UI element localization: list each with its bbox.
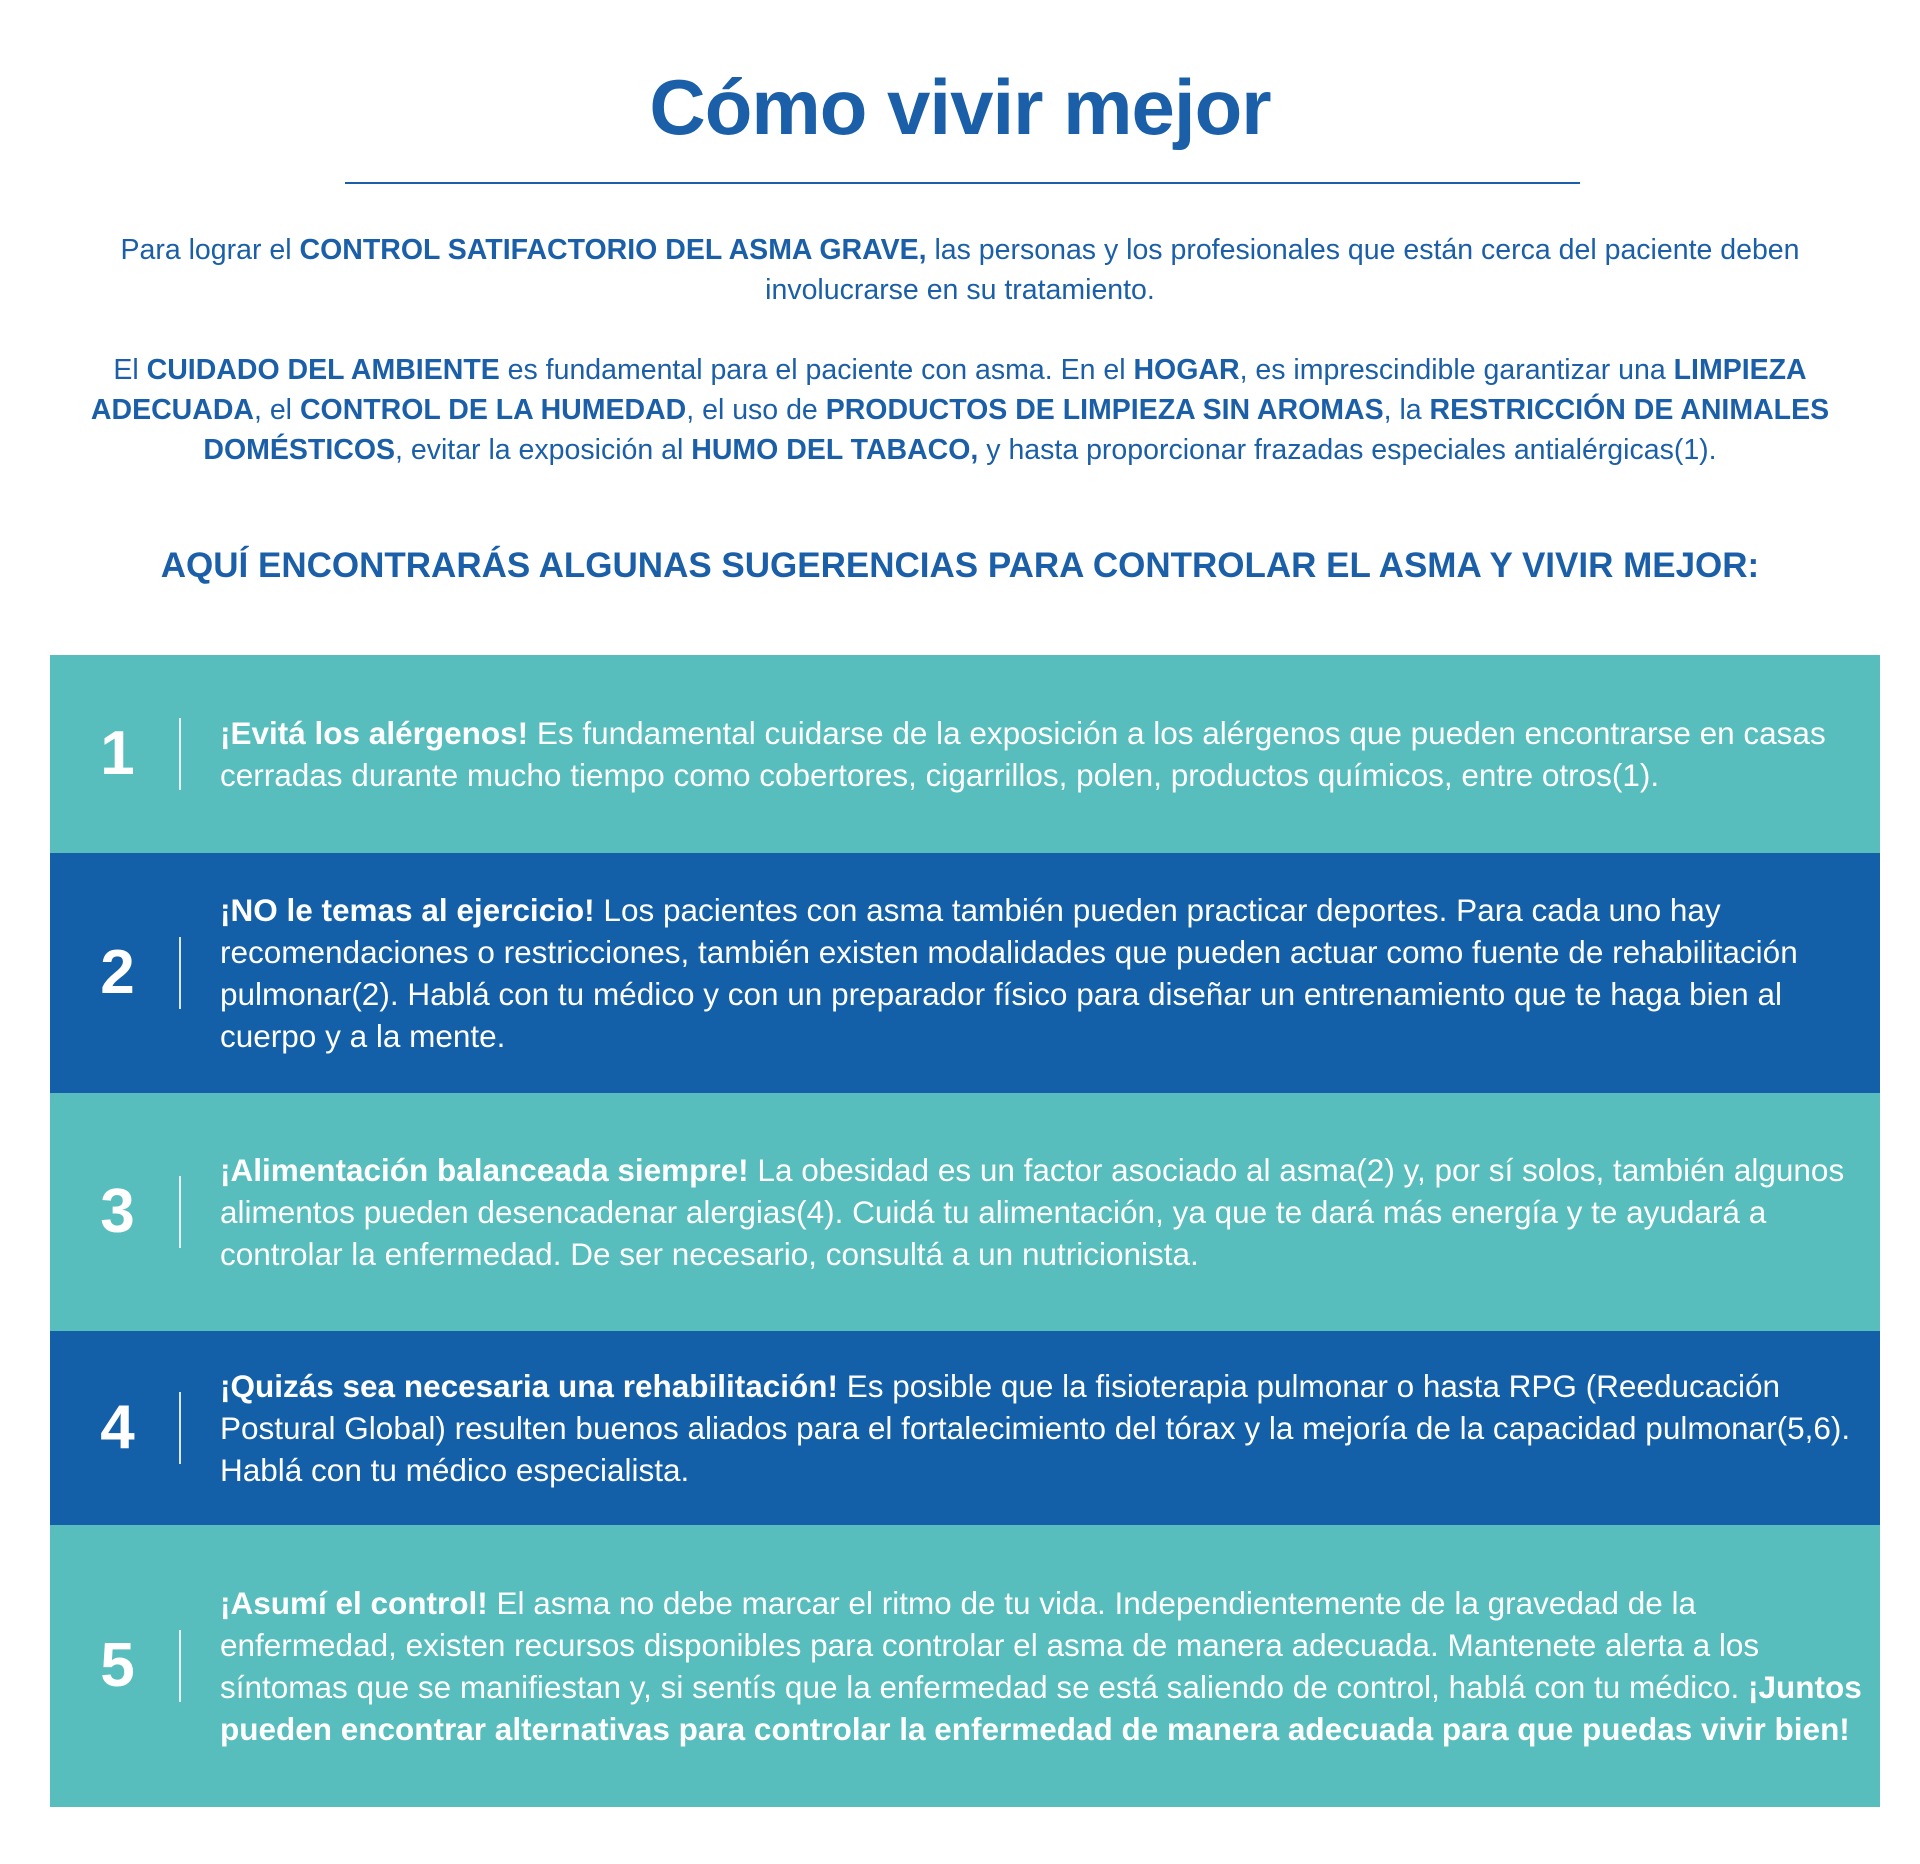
tip-number: 1: [100, 719, 135, 788]
tip-body: Es fundamental cuidarse de la exposición a los alérgenos que pueden encontrarse en casas cerradas durante mucho tiempo como cobertores, cigarrillos, polen, productos químicos, entre otros(1).: [220, 715, 1826, 793]
tip-body: Es posible que la fisioterapia pulmonar o hasta RPG (Reeducación Postural Global) resulten buenos aliados para el fortalecimiento del tórax y la mejoría de la capacidad pulmonar(5,6). Hablá con tu médico especialista.: [220, 1368, 1851, 1488]
tip-item-4: [50, 1331, 1880, 1525]
intro-paragraph-2: [90, 350, 1830, 470]
intro-emphasis: CONTROL SATIFACTORIO DEL ASMA GRAVE,: [299, 234, 927, 266]
intro-text: , es imprescindible garantizar una: [1239, 354, 1674, 386]
intro-emphasis: PRODUCTOS DE LIMPIEZA SIN AROMAS: [825, 394, 1384, 426]
intro-text: El: [113, 354, 147, 386]
page-title: Cómo vivir mejor: [649, 63, 1271, 151]
intro-text: , la: [1383, 394, 1430, 426]
intro-text: las personas y los profesionales que están cerca del paciente deben involucrarse en su tratamiento.: [765, 234, 1800, 306]
tip-divider: [179, 718, 181, 790]
tip-number: 3: [100, 1177, 135, 1246]
intro-text: Para lograr el: [120, 234, 300, 266]
tip-text: [220, 889, 1875, 1057]
intro-emphasis: HOGAR: [1133, 354, 1240, 386]
tip-number: 4: [100, 1393, 135, 1462]
intro-paragraph-1: [90, 230, 1830, 310]
section-subheading: AQUÍ ENCONTRARÁS ALGUNAS SUGERENCIAS PARA CONTROLAR EL ASMA Y VIVIR MEJOR:: [160, 546, 1760, 585]
tip-divider: [179, 1176, 181, 1248]
intro-text: es fundamental para el paciente con asma. En el: [499, 354, 1134, 386]
tip-heading: ¡Evitá los alérgenos!: [220, 715, 529, 751]
tip-text: [220, 1365, 1875, 1491]
intro-emphasis: HUMO DEL TABACO,: [691, 434, 979, 466]
tip-item-1: [50, 655, 1880, 853]
tip-divider: [179, 937, 181, 1009]
tip-heading: ¡Quizás sea necesaria una rehabilitación!: [220, 1368, 838, 1404]
tip-item-5: [50, 1525, 1880, 1807]
tip-text: [220, 1582, 1875, 1750]
tip-number: 2: [100, 938, 135, 1007]
tips-list: [50, 655, 1880, 1807]
intro-emphasis: CONTROL DE LA HUMEDAD: [299, 394, 687, 426]
tip-item-3: [50, 1093, 1880, 1331]
tip-item-2: [50, 853, 1880, 1093]
intro-text: , evitar la exposición al: [395, 434, 692, 466]
tip-heading: ¡Alimentación balanceada siempre!: [220, 1152, 749, 1188]
intro-emphasis: CUIDADO DEL AMBIENTE: [146, 354, 500, 386]
intro-text: y hasta proporcionar frazadas especiales antialérgicas(1).: [978, 434, 1717, 466]
tip-heading: ¡Asumí el control!: [220, 1585, 488, 1621]
tip-text: [220, 712, 1875, 796]
tip-heading: ¡NO le temas al ejercicio!: [220, 892, 595, 928]
tip-body: El asma no debe marcar el ritmo de tu vida. Independientemente de la gravedad de la enfermedad, existen recursos disponibles para controlar el asma de manera adecuada. Mantenete alerta a los síntomas que se manifiestan y, si sentís que la enfermedad se está saliendo de control, hablá con tu médico.: [220, 1585, 1760, 1705]
intro-emphasis: RESTRICCIÓN DE ANIMALES DOMÉSTICOS: [203, 394, 1830, 466]
tip-text: [220, 1149, 1875, 1275]
tip-divider: [179, 1392, 181, 1464]
title-divider: [345, 182, 1580, 184]
tip-body: Los pacientes con asma también pueden practicar deportes. Para cada uno hay recomendaciones o restricciones, también existen modalidades que pueden actuar como fuente de rehabilitación pulmonar(2). Hablá con tu médico y con un preparador físico para diseñar un entrenamiento que te haga bien al cuerpo y a la mente.: [220, 892, 1798, 1054]
tip-body: La obesidad es un factor asociado al asma(2) y, por sí solos, también algunos alimentos pueden desencadenar alergias(4). Cuidá tu alimentación, ya que te dará más energía y te ayudará a controlar la enfermedad. De ser necesario, consultá a un nutricionista.: [220, 1152, 1845, 1272]
tip-closing: ¡Juntos pueden encontrar alternativas para controlar la enfermedad de manera adecuada para que puedas vivir bien!: [220, 1669, 1862, 1747]
intro-emphasis: LIMPIEZA ADECUADA: [90, 354, 1807, 426]
intro-text: , el uso de: [686, 394, 826, 426]
intro-text: , el: [254, 394, 300, 426]
tip-number: 5: [100, 1631, 135, 1700]
tip-divider: [179, 1630, 181, 1702]
